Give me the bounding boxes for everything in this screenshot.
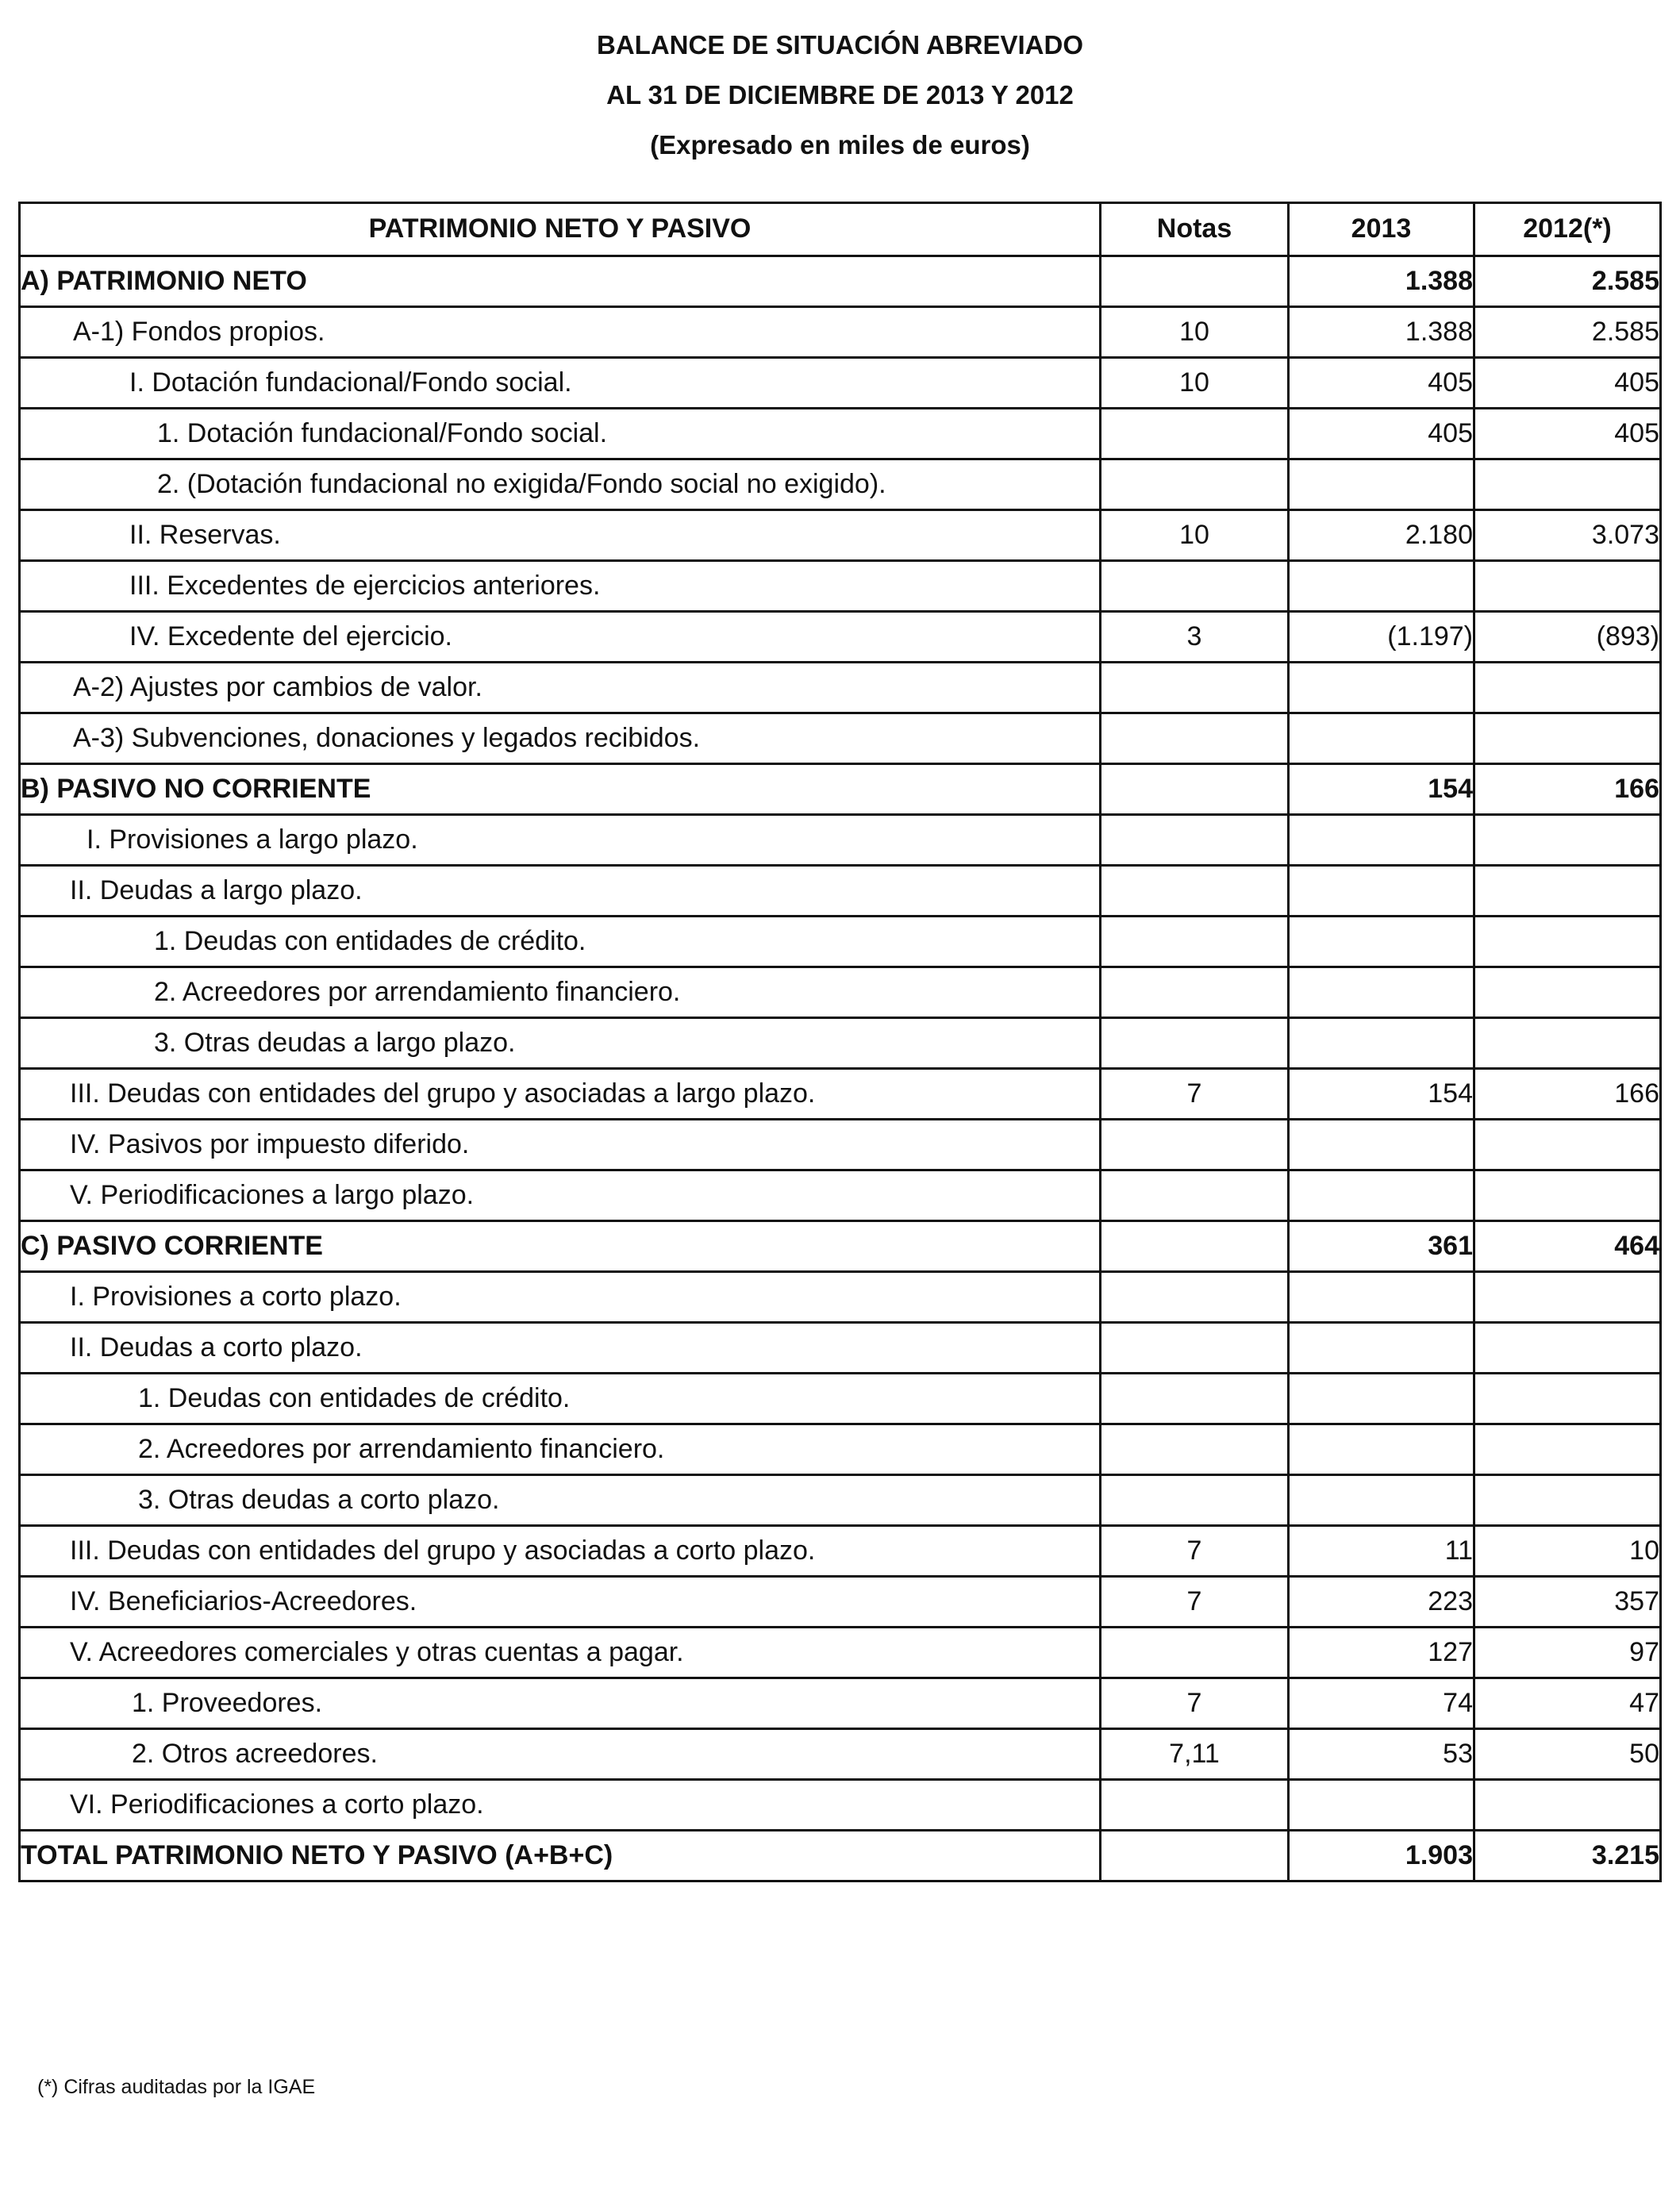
row-label: II. Reservas. (20, 510, 1101, 561)
row-label: I. Provisiones a largo plazo. (20, 815, 1101, 866)
row-nota (1101, 967, 1289, 1018)
row-value-2013 (1289, 917, 1474, 967)
row-value-2013: 127 (1289, 1628, 1474, 1678)
row-value-2013 (1289, 1780, 1474, 1831)
table-row (20, 1374, 1661, 1424)
row-value-2013: 53 (1289, 1729, 1474, 1780)
row-value-2012: 47 (1474, 1678, 1661, 1729)
table-row (20, 307, 1661, 358)
row-value-2012 (1474, 917, 1661, 967)
row-value-2012: 166 (1474, 764, 1661, 815)
row-value-2013: 74 (1289, 1678, 1474, 1729)
table-row (20, 967, 1661, 1018)
row-nota (1101, 815, 1289, 866)
row-value-2013: 1.388 (1289, 256, 1474, 307)
row-value-2012: 97 (1474, 1628, 1661, 1678)
table-row (20, 1069, 1661, 1120)
row-value-2012 (1474, 561, 1661, 612)
row-nota: 10 (1101, 307, 1289, 358)
row-value-2012 (1474, 1323, 1661, 1374)
row-value-2013: (1.197) (1289, 612, 1474, 663)
row-value-2013 (1289, 1272, 1474, 1323)
table-row (20, 713, 1661, 764)
row-value-2012 (1474, 1424, 1661, 1475)
row-value-2012: 405 (1474, 409, 1661, 459)
row-nota (1101, 1018, 1289, 1069)
table-row (20, 256, 1661, 307)
row-value-2013: 1.903 (1289, 1831, 1474, 1881)
row-label: 2. Acreedores por arrendamiento financiero. (20, 1424, 1101, 1475)
title-line-1: BALANCE DE SITUACIÓN ABREVIADO (597, 30, 1083, 60)
row-label: IV. Excedente del ejercicio. (20, 612, 1101, 663)
row-value-2013 (1289, 663, 1474, 713)
row-value-2013 (1289, 713, 1474, 764)
row-nota (1101, 1628, 1289, 1678)
row-label: C) PASIVO CORRIENTE (20, 1221, 1101, 1272)
row-value-2012 (1474, 1272, 1661, 1323)
row-label: II. Deudas a largo plazo. (20, 866, 1101, 917)
header-2012: 2012(*) (1474, 203, 1661, 256)
row-label: 1. Deudas con entidades de crédito. (20, 1374, 1101, 1424)
total-row (20, 1831, 1661, 1881)
row-value-2012: 10 (1474, 1526, 1661, 1577)
header-concept: PATRIMONIO NETO Y PASIVO (20, 203, 1101, 256)
row-value-2012: 357 (1474, 1577, 1661, 1628)
row-nota (1101, 1272, 1289, 1323)
table-row (20, 1221, 1661, 1272)
table-row (20, 1577, 1661, 1628)
table-row (20, 1628, 1661, 1678)
row-nota: 7,11 (1101, 1729, 1289, 1780)
row-nota (1101, 459, 1289, 510)
row-value-2012 (1474, 459, 1661, 510)
row-nota (1101, 917, 1289, 967)
row-value-2013 (1289, 1018, 1474, 1069)
row-label: V. Periodificaciones a largo plazo. (20, 1170, 1101, 1221)
document-header (0, 24, 1680, 174)
table-row (20, 764, 1661, 815)
table-row (20, 510, 1661, 561)
table-row (20, 1120, 1661, 1170)
row-value-2012 (1474, 1475, 1661, 1526)
row-value-2013: 2.180 (1289, 510, 1474, 561)
row-nota (1101, 1120, 1289, 1170)
row-label: 2. Otros acreedores. (20, 1729, 1101, 1780)
row-nota (1101, 1221, 1289, 1272)
row-value-2013 (1289, 1374, 1474, 1424)
row-nota: 10 (1101, 510, 1289, 561)
row-nota (1101, 1170, 1289, 1221)
table-row (20, 1678, 1661, 1729)
row-value-2012: 2.585 (1474, 307, 1661, 358)
row-value-2013: 1.388 (1289, 307, 1474, 358)
row-value-2012 (1474, 815, 1661, 866)
row-nota: 7 (1101, 1577, 1289, 1628)
row-value-2012 (1474, 663, 1661, 713)
row-label: A-3) Subvenciones, donaciones y legados recibidos. (20, 713, 1101, 764)
row-label: A-2) Ajustes por cambios de valor. (20, 663, 1101, 713)
row-label: B) PASIVO NO CORRIENTE (20, 764, 1101, 815)
row-nota: 7 (1101, 1526, 1289, 1577)
row-value-2012: 464 (1474, 1221, 1661, 1272)
row-label: VI. Periodificaciones a corto plazo. (20, 1780, 1101, 1831)
row-value-2012 (1474, 1018, 1661, 1069)
row-value-2012: 166 (1474, 1069, 1661, 1120)
table-row (20, 1475, 1661, 1526)
row-value-2013 (1289, 459, 1474, 510)
row-value-2013: 405 (1289, 358, 1474, 409)
row-nota (1101, 1780, 1289, 1831)
row-label: III. Excedentes de ejercicios anteriores. (20, 561, 1101, 612)
row-label: 2. Acreedores por arrendamiento financiero. (20, 967, 1101, 1018)
row-label: 1. Deudas con entidades de crédito. (20, 917, 1101, 967)
row-value-2012: 50 (1474, 1729, 1661, 1780)
row-nota (1101, 1424, 1289, 1475)
row-value-2013 (1289, 866, 1474, 917)
table-row (20, 612, 1661, 663)
table-row (20, 1780, 1661, 1831)
row-nota: 10 (1101, 358, 1289, 409)
row-value-2013 (1289, 561, 1474, 612)
row-value-2012: 405 (1474, 358, 1661, 409)
row-label: III. Deudas con entidades del grupo y asociadas a largo plazo. (20, 1069, 1101, 1120)
row-value-2013 (1289, 967, 1474, 1018)
row-label: II. Deudas a corto plazo. (20, 1323, 1101, 1374)
table-row (20, 561, 1661, 612)
row-value-2013: 154 (1289, 764, 1474, 815)
row-value-2013 (1289, 1475, 1474, 1526)
row-value-2012: 3.073 (1474, 510, 1661, 561)
footnote: (*) Cifras auditadas por la IGAE (37, 2076, 316, 2098)
table-row (20, 1272, 1661, 1323)
row-label: IV. Pasivos por impuesto diferido. (20, 1120, 1101, 1170)
row-nota (1101, 866, 1289, 917)
row-nota (1101, 713, 1289, 764)
header-notas: Notas (1101, 203, 1289, 256)
row-nota (1101, 409, 1289, 459)
row-nota: 7 (1101, 1678, 1289, 1729)
row-value-2012: 2.585 (1474, 256, 1661, 307)
row-label: 1. Proveedores. (20, 1678, 1101, 1729)
row-value-2012 (1474, 967, 1661, 1018)
row-value-2013 (1289, 1323, 1474, 1374)
table-row (20, 1424, 1661, 1475)
row-label: III. Deudas con entidades del grupo y asociadas a corto plazo. (20, 1526, 1101, 1577)
row-value-2012 (1474, 713, 1661, 764)
row-nota (1101, 663, 1289, 713)
row-label: 3. Otras deudas a largo plazo. (20, 1018, 1101, 1069)
row-value-2013: 154 (1289, 1069, 1474, 1120)
row-label: A-1) Fondos propios. (20, 307, 1101, 358)
table-row (20, 358, 1661, 409)
row-value-2013: 11 (1289, 1526, 1474, 1577)
row-value-2013 (1289, 815, 1474, 866)
table-row (20, 1526, 1661, 1577)
row-label: I. Dotación fundacional/Fondo social. (20, 358, 1101, 409)
row-value-2013 (1289, 1424, 1474, 1475)
row-value-2013: 223 (1289, 1577, 1474, 1628)
table-row (20, 409, 1661, 459)
table-row (20, 1170, 1661, 1221)
table-row (20, 917, 1661, 967)
row-label: 3. Otras deudas a corto plazo. (20, 1475, 1101, 1526)
table-row (20, 866, 1661, 917)
balance-table (18, 202, 1662, 1882)
row-value-2012 (1474, 1780, 1661, 1831)
row-label: TOTAL PATRIMONIO NETO Y PASIVO (A+B+C) (20, 1831, 1101, 1881)
row-value-2013: 405 (1289, 409, 1474, 459)
title-line-3: (Expresado en miles de euros) (650, 130, 1030, 160)
table-row (20, 459, 1661, 510)
row-nota (1101, 1475, 1289, 1526)
header-2013: 2013 (1289, 203, 1474, 256)
header-row (20, 203, 1661, 256)
row-value-2012 (1474, 1170, 1661, 1221)
table-row (20, 1018, 1661, 1069)
row-label: A) PATRIMONIO NETO (20, 256, 1101, 307)
row-value-2012 (1474, 1120, 1661, 1170)
row-value-2013 (1289, 1120, 1474, 1170)
row-value-2012 (1474, 866, 1661, 917)
row-label: V. Acreedores comerciales y otras cuentas a pagar. (20, 1628, 1101, 1678)
row-value-2012: 3.215 (1474, 1831, 1661, 1881)
table-row (20, 663, 1661, 713)
table-row (20, 1323, 1661, 1374)
row-nota: 7 (1101, 1069, 1289, 1120)
row-nota: 3 (1101, 612, 1289, 663)
table-row (20, 815, 1661, 866)
row-label: I. Provisiones a corto plazo. (20, 1272, 1101, 1323)
row-label: IV. Beneficiarios-Acreedores. (20, 1577, 1101, 1628)
table-row (20, 1729, 1661, 1780)
row-nota (1101, 561, 1289, 612)
row-nota (1101, 1323, 1289, 1374)
row-nota (1101, 1831, 1289, 1881)
title-line-2: AL 31 DE DICIEMBRE DE 2013 Y 2012 (606, 80, 1074, 110)
row-label: 1. Dotación fundacional/Fondo social. (20, 409, 1101, 459)
row-nota (1101, 764, 1289, 815)
row-nota (1101, 256, 1289, 307)
row-value-2013: 361 (1289, 1221, 1474, 1272)
row-label: 2. (Dotación fundacional no exigida/Fondo social no exigido). (20, 459, 1101, 510)
row-value-2012 (1474, 1374, 1661, 1424)
row-nota (1101, 1374, 1289, 1424)
row-value-2013 (1289, 1170, 1474, 1221)
row-value-2012: (893) (1474, 612, 1661, 663)
